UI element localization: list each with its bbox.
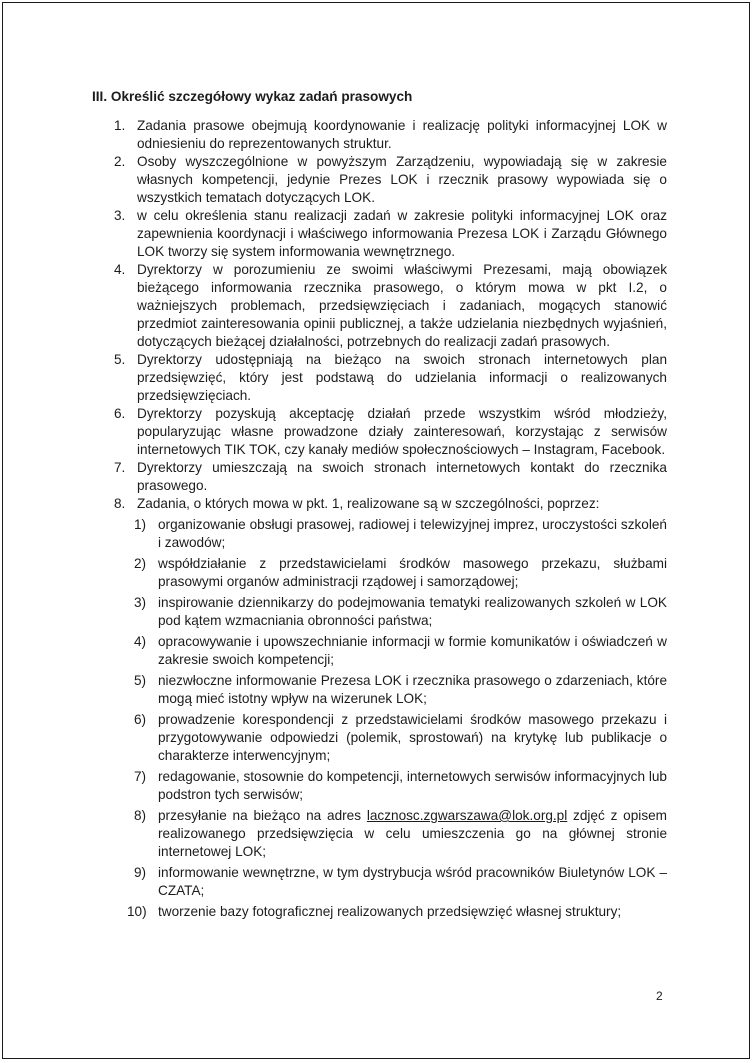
sub-item-10: 10) tworzenie bazy fotograficznej realizowanych przedsięwzięć własnej struktury; [127,904,622,919]
list-item-1: 1. Zadania prasowe obejmują koordynowanie i realizację polityki informacyjnej LOK w odniesieniu do reprezentowanych struktur. [114,118,667,151]
list-item-3: 3. w celu określenia stanu realizacji zadań w zakresie polityki informacyjnej LOK oraz zapewnienia koordynacji i właściwego informowania Prezesa LOK i Zarządu Głównego LOK tworzy się system informowania wewnętrznego. [114,208,667,259]
section-heading: III. Określić szczegółowy wykaz zadań prasowych [92,89,413,104]
list-item-8: 8. Zadania, o których mowa w pkt. 1, realizowane są w szczególności, poprzez: [114,496,600,511]
sub-item-2: 2) współdziałanie z przedstawicielami środków masowego przekazu, służbami prasowymi organów administracji rządowej i samorządowej; [134,556,667,589]
list-item-6: 6. Dyrektorzy pozyskują akceptację działań przede wszystkim wśród młodzieży, popularyzując własne prowadzone działy zainteresowań, korzystając z serwisów internetowych TIK TOK, czy kanały mediów społecznościowych – Instagram, Facebook. [114,406,667,457]
sub-item-8: 8) przesyłanie na bieżąco na adres lacznosc.zgwarszawa@lok.org.pl zdjęć z opisem realizowanego przedsięwzięcia w celu umieszczenia go na głównej stronie internetowej LOK; [134,808,668,859]
list-item-5: 5. Dyrektorzy udostępniają na bieżąco na swoich stronach internetowych plan przedsięwzięć, który jest podstawą do udzielania informacji o realizowanych przedsięwzięciach. [114,352,667,403]
sub-item-9: 9) informowanie wewnętrzne, w tym dystrybucja wśród pracowników Biuletynów LOK – CZATA; [134,865,667,898]
page-number: 2 [656,989,663,1003]
email-link[interactable]: lacznosc.zgwarszawa@lok.org.pl [366,808,568,823]
document-body [92,88,667,921]
sub-item-1: 1) organizowanie obsługi prasowej, radiowej i telewizyjnej imprez, uroczystości szkoleń i zawodów; [134,517,667,550]
list-item-4: 4. Dyrektorzy w porozumieniu ze swoimi właściwymi Prezesami, mają obowiązek bieżącego informowania rzecznika prasowego, o którym mowa w pkt I.2, o ważniejszych problemach, przedsięwzięciach i zadaniach, mogących stanowić przedmiot zainteresowania opinii publicznej, a także udzielania niezbędnych wyjaśnień, dotyczących bieżącej działalności, potrzebnych do realizacji zadań prasowych. [114,262,667,349]
sub-item-5: 5) niezwłoczne informowanie Prezesa LOK i rzecznika prasowego o zdarzeniach, które mogą mieć istotny wpływ na wizerunek LOK; [134,673,667,706]
sub-item-4: 4) opracowywanie i upowszechnianie informacji w formie komunikatów i oświadczeń w zakresie swoich kompetencji; [134,634,667,667]
sub-item-7: 7) redagowanie, stosownie do kompetencji, internetowych serwisów informacyjnych lub podstron tych serwisów; [134,769,667,802]
list-item-7: 7. Dyrektorzy umieszczają na swoich stronach internetowych kontakt do rzecznika prasowego. [114,460,667,493]
sub-item-3: 3) inspirowanie dziennikarzy do podejmowania tematyki realizowanych szkoleń w LOK pod kątem wzmacniania obronności państwa; [134,595,667,628]
list-item-2: 2. Osoby wyszczególnione w powyższym Zarządzeniu, wypowiadają się w zakresie własnych kompetencji, jedynie Prezes LOK i rzecznik prasowy wypowiada się o wszystkich tematach dotyczących LOK. [114,154,667,205]
sub-item-6: 6) prowadzenie korespondencji z przedstawicielami środków masowego przekazu i przygotowywanie odpowiedzi (polemik, sprostowań) na krytykę lub publikacje o charakterze interwencyjnym; [134,712,667,763]
